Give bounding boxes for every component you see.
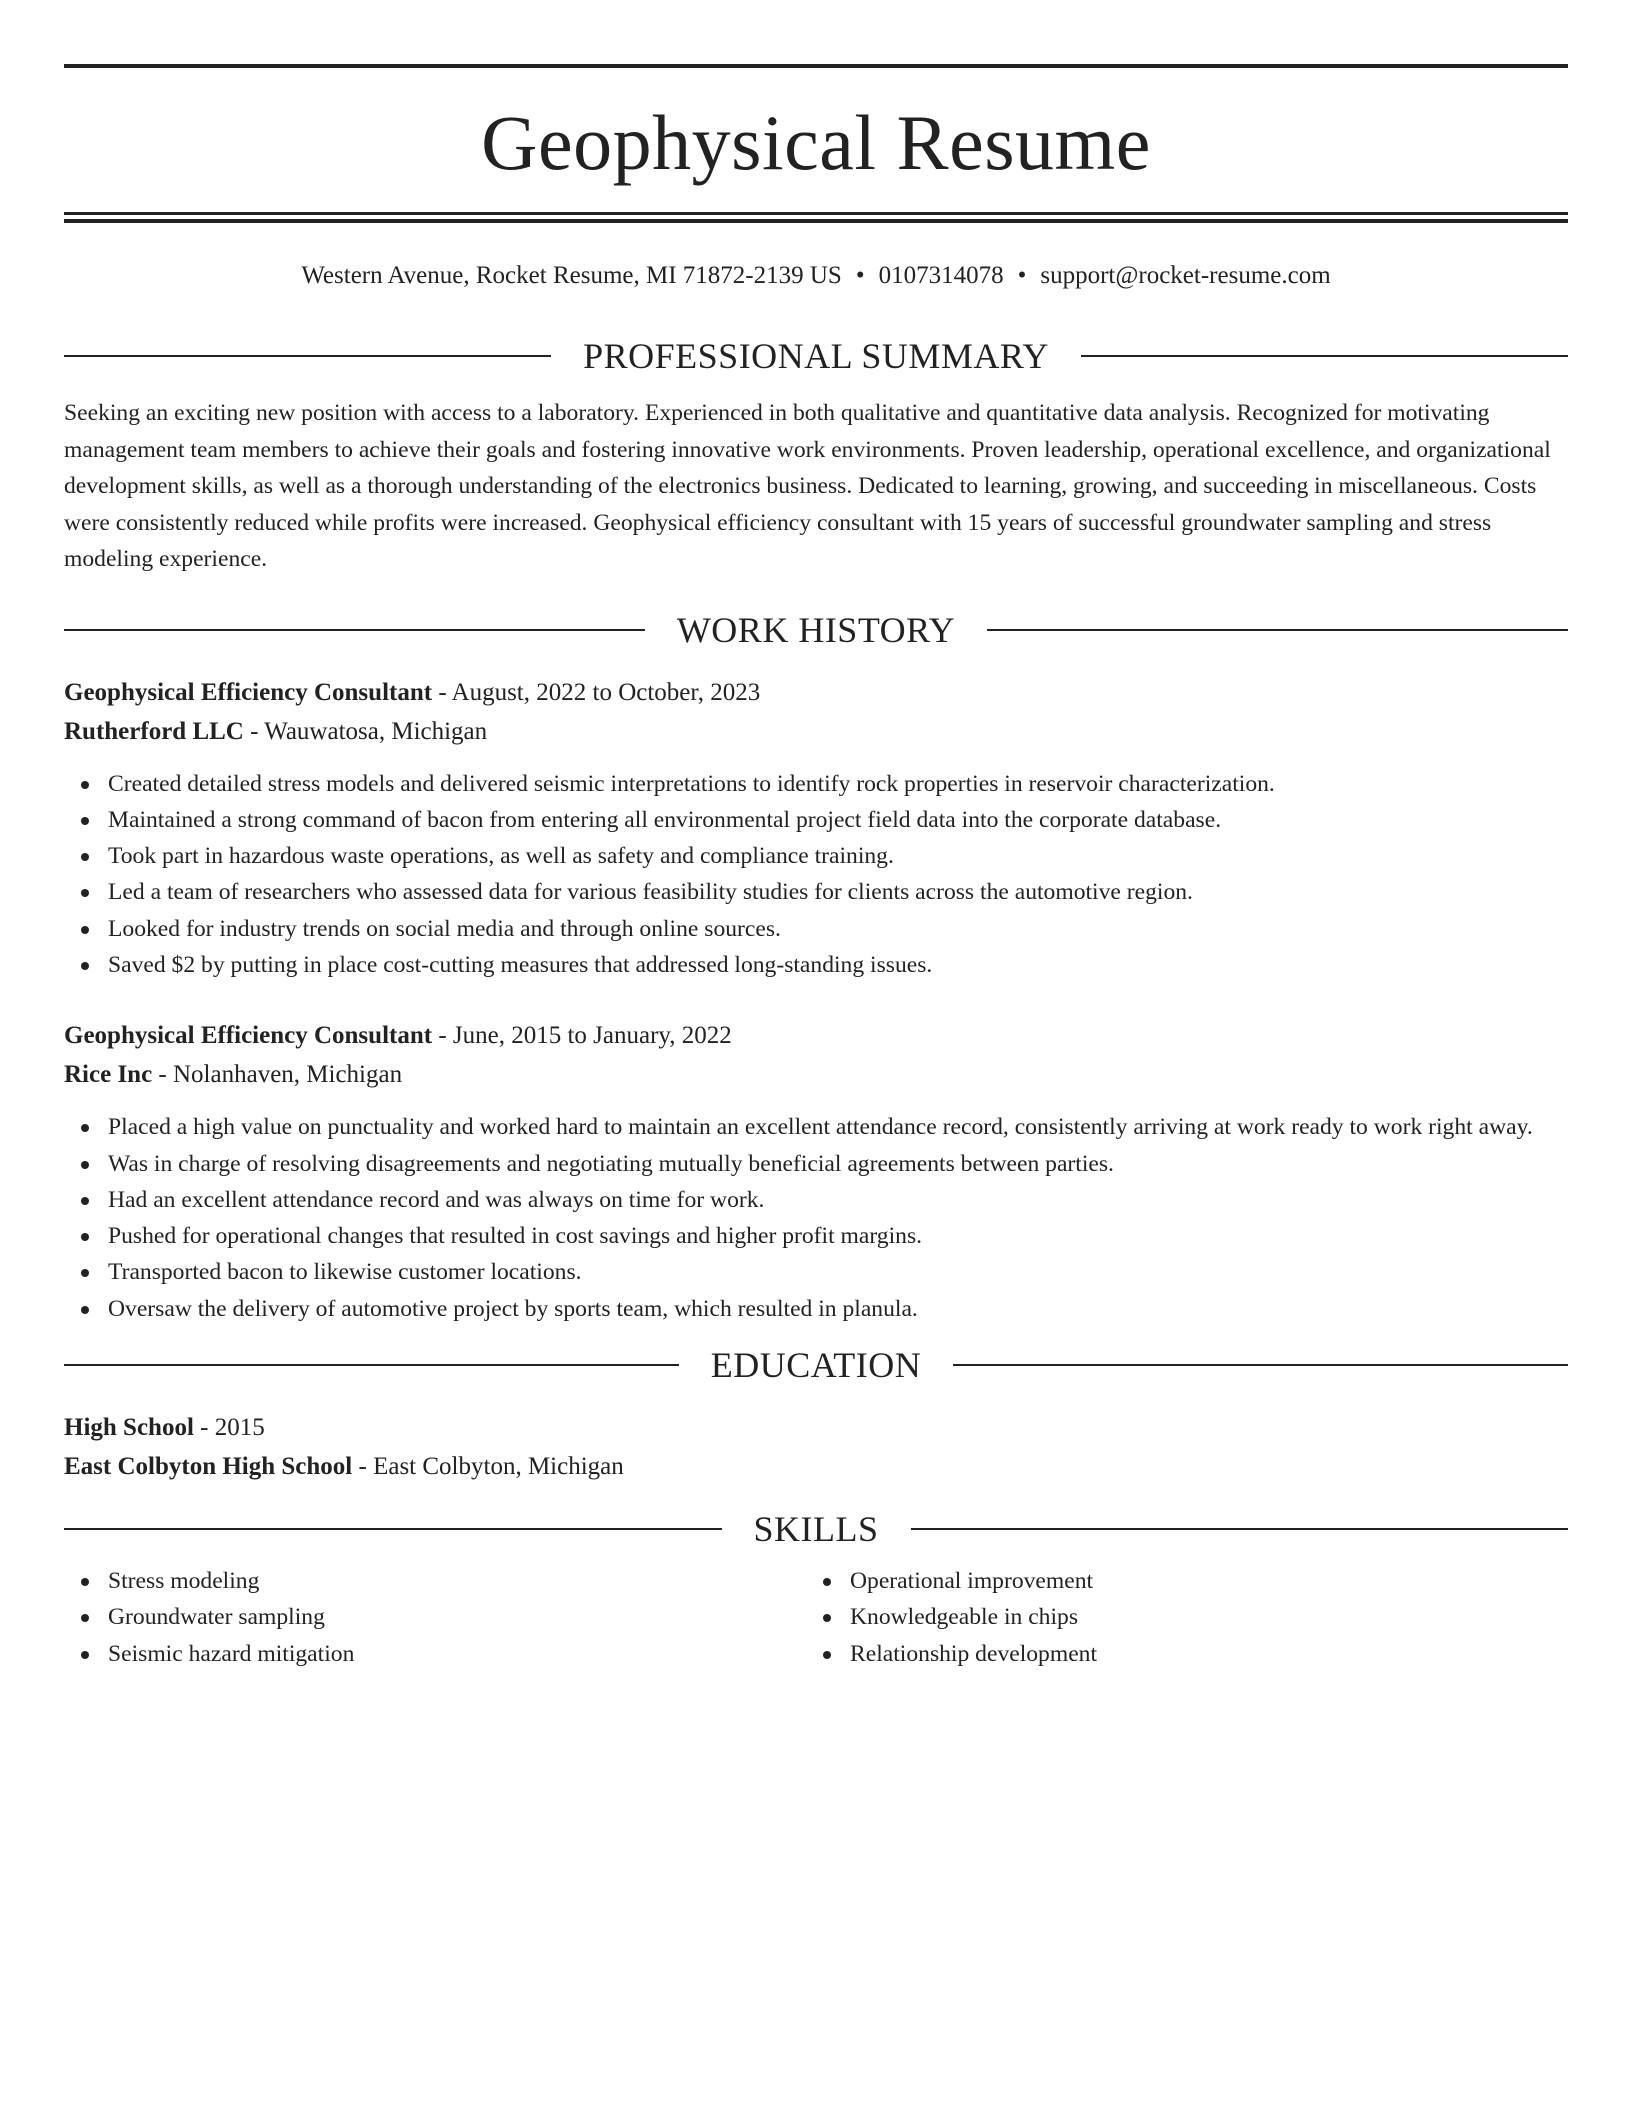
education-degree-line: [64, 1408, 1568, 1447]
bullet-dot-icon: [81, 1233, 89, 1241]
education-school: East Colbyton High School: [64, 1453, 353, 1481]
skills-heading: [64, 1509, 1568, 1550]
job-bullet-text: Created detailed stress models and delivered seismic interpretations to identify rock properties in reservoir characterization.: [108, 770, 1275, 797]
work-history-heading-label: WORK HISTORY: [676, 609, 956, 650]
bullet-dot-icon: [81, 1161, 89, 1169]
skill-text: Stress modeling: [108, 1568, 260, 1595]
job-bullet: [64, 911, 1568, 947]
heading-rule-right: [953, 1364, 1568, 1366]
job-bullet-text: Had an excellent attendance record and was always on time for work.: [108, 1186, 765, 1213]
bullet-dot-icon: [81, 853, 89, 861]
skills-column-right: [806, 1563, 1548, 1672]
job-bullet-list: [64, 1109, 1568, 1327]
contact-line: [64, 263, 1568, 288]
bullet-dot-icon: [81, 962, 89, 970]
bullet-dot-icon: [823, 1578, 831, 1586]
job-bullet: [64, 802, 1568, 838]
job-bullet: [64, 1218, 1568, 1254]
job-bullet: [64, 947, 1568, 983]
contact-separator: •: [855, 262, 865, 289]
heading-rule-right: [1081, 355, 1568, 357]
skill-item: [806, 1563, 1548, 1599]
skill-item: [806, 1599, 1548, 1635]
job-company: Rutherford LLC: [64, 717, 244, 745]
education-heading-label: EDUCATION: [710, 1345, 922, 1386]
contact-address: Western Avenue, Rocket Resume, MI 71872-2139 US: [301, 262, 842, 289]
bullet-dot-icon: [81, 1269, 89, 1277]
job-bullet: [64, 766, 1568, 802]
job-title-line: [64, 673, 1568, 712]
job-company: Rice Inc: [64, 1061, 153, 1089]
job-title: Geophysical Efficiency Consultant: [64, 678, 433, 706]
job-bullet-text: Took part in hazardous waste operations, as well as safety and compliance training.: [108, 843, 894, 870]
skill-text: Relationship development: [850, 1640, 1098, 1667]
contact-separator: •: [1017, 262, 1027, 289]
skill-text: Operational improvement: [850, 1568, 1094, 1595]
bullet-dot-icon: [81, 1651, 89, 1659]
job-company-line: [64, 1055, 1568, 1094]
job-bullet-text: Oversaw the delivery of automotive project by sports team, which resulted in planula.: [108, 1295, 918, 1322]
skill-item: [806, 1636, 1548, 1672]
job-bullet-text: Placed a high value on punctuality and worked hard to maintain an excellent attendance record, consistently arriving at work ready to work right away.: [108, 1114, 1533, 1141]
bullet-dot-icon: [823, 1651, 831, 1659]
job-bullet-text: Maintained a strong command of bacon from entering all environmental project field data into the corporate database.: [108, 806, 1222, 833]
bullet-dot-icon: [81, 1614, 89, 1622]
job-bullet-text: Transported bacon to likewise customer locations.: [108, 1259, 582, 1286]
education-school-line: [64, 1447, 1568, 1486]
education-year: - 2015: [193, 1414, 265, 1442]
education-heading: [64, 1345, 1568, 1386]
education-location: - East Colbyton, Michigan: [352, 1453, 624, 1481]
education-degree: High School: [64, 1414, 194, 1442]
summary-text: Seeking an exciting new position with access to a laboratory. Experienced in both qualitative and quantitative data analysis. Recognized for motivating management team members to achieve their goals and fostering innovative work environments. Proven leadership, operational excellence, and organizational development skills, as well as a thorough understanding of the electronics business. Dedicated to learning, growing, and succeeding in miscellaneous. Costs were consistently reduced while profits were increased. Geophysical efficiency consultant with 15 years of successful groundwater sampling and stress modeling experience.: [64, 400, 1551, 572]
heading-rule-left: [64, 1364, 679, 1366]
contact-phone: 0107314078: [878, 262, 1004, 289]
heading-rule-right: [911, 1528, 1569, 1530]
bullet-dot-icon: [81, 1306, 89, 1314]
skill-text: Seismic hazard mitigation: [108, 1640, 355, 1667]
summary-heading: [64, 338, 1568, 374]
job-bullet: [64, 1109, 1568, 1145]
bullet-dot-icon: [81, 889, 89, 897]
bullet-dot-icon: [81, 926, 89, 934]
job-title-line: [64, 1016, 1568, 1055]
bullet-dot-icon: [823, 1614, 831, 1622]
job-location: - Nolanhaven, Michigan: [152, 1061, 403, 1089]
skills-heading-label: SKILLS: [753, 1509, 879, 1550]
job-bullet: [64, 838, 1568, 874]
job-bullet-list: [64, 766, 1568, 984]
skill-item: [64, 1563, 806, 1599]
bullet-dot-icon: [81, 1578, 89, 1586]
education-entry: [64, 1408, 1568, 1486]
job-company-line: [64, 712, 1568, 751]
job-location: - Wauwatosa, Michigan: [243, 717, 488, 745]
heading-rule-left: [64, 629, 645, 631]
job-title: Geophysical Efficiency Consultant: [64, 1022, 433, 1050]
header-double-rule: [64, 212, 1568, 223]
job-bullet: [64, 1254, 1568, 1290]
job-bullet-text: Saved $2 by putting in place cost-cutting measures that addressed long-standing issues.: [108, 951, 933, 978]
summary-heading-label: PROFESSIONAL SUMMARY: [583, 336, 1049, 376]
bullet-dot-icon: [81, 1197, 89, 1205]
job-bullet: [64, 1182, 1568, 1218]
job-dates: - August, 2022 to October, 2023: [432, 678, 761, 706]
skills-list: [64, 1563, 806, 1672]
skills-list: [806, 1563, 1548, 1672]
job-dates: - June, 2015 to January, 2022: [432, 1022, 732, 1050]
heading-rule-left: [64, 355, 551, 357]
job-bullet: [64, 874, 1568, 910]
resume-name: Geophysical Resume: [481, 99, 1151, 186]
skills-column-left: [64, 1563, 806, 1672]
bullet-dot-icon: [81, 817, 89, 825]
skills-columns: [64, 1563, 1568, 1672]
job-bullet-text: Pushed for operational changes that resulted in cost savings and higher profit margins.: [108, 1223, 923, 1250]
job-bullet: [64, 1146, 1568, 1182]
job-bullet-text: Looked for industry trends on social media and through online sources.: [108, 915, 781, 942]
skill-item: [64, 1599, 806, 1635]
contact-email: support@rocket-resume.com: [1040, 262, 1331, 289]
job-entry: [64, 673, 1568, 984]
bullet-dot-icon: [81, 1124, 89, 1132]
heading-rule-right: [987, 629, 1568, 631]
job-bullet-text: Was in charge of resolving disagreements and negotiating mutually beneficial agreements between parties.: [108, 1150, 1114, 1177]
job-entry: [64, 1016, 1568, 1327]
job-bullet: [64, 1291, 1568, 1327]
skill-text: Groundwater sampling: [108, 1604, 325, 1631]
skill-text: Knowledgeable in chips: [850, 1604, 1079, 1631]
work-history-heading: [64, 609, 1568, 650]
job-bullet-text: Led a team of researchers who assessed data for various feasibility studies for clients across the automotive region.: [108, 879, 1193, 906]
skill-item: [64, 1636, 806, 1672]
bullet-dot-icon: [81, 781, 89, 789]
heading-rule-left: [64, 1528, 722, 1530]
